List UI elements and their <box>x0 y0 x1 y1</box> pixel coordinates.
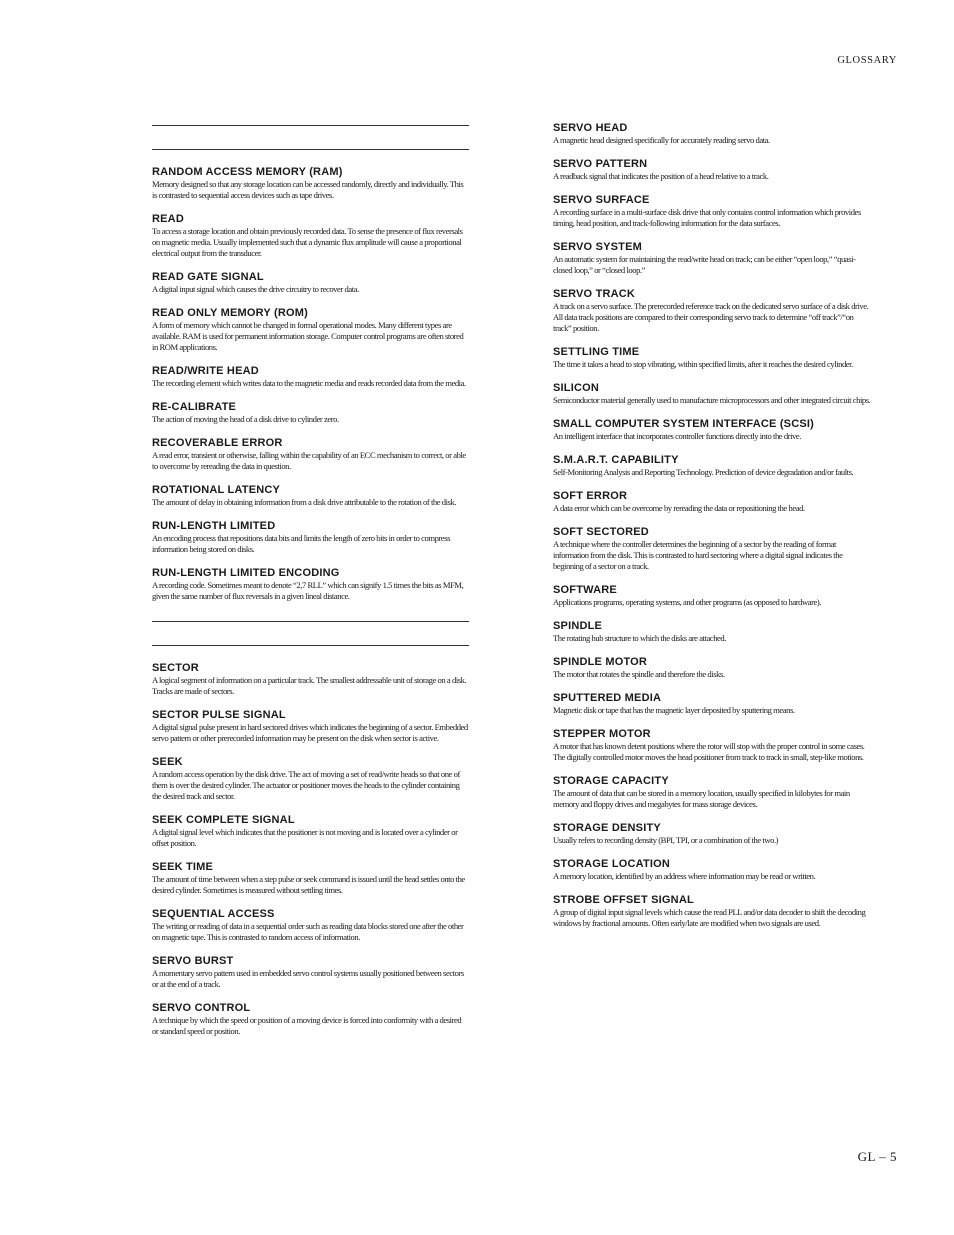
glossary-entry <box>152 166 469 201</box>
glossary-term: SERVO SYSTEM <box>553 241 642 253</box>
glossary-entry <box>152 709 469 744</box>
glossary-term: SMALL COMPUTER SYSTEM INTERFACE (SCSI) <box>553 418 815 430</box>
glossary-term: RE-CALIBRATE <box>152 401 237 413</box>
section-rule-bottom <box>152 149 469 150</box>
glossary-term: SERVO BURST <box>152 955 234 967</box>
section-rule-top <box>152 621 469 645</box>
glossary-group-r <box>152 166 469 602</box>
glossary-term: STORAGE LOCATION <box>553 858 671 870</box>
glossary-definition: A motor that has known detent positions where the rotor will stop with the proper control in some cases. The digitally controlled motor moves the head positioner from track to track in small, step-like motions. <box>553 741 865 762</box>
glossary-definition: An intelligent interface that incorporates controller functions directly into the drive. <box>553 431 801 441</box>
glossary-entry <box>152 861 469 896</box>
glossary-term: STORAGE DENSITY <box>553 822 661 834</box>
glossary-definition: A magnetic head designed specifically for accurately reading servo data. <box>553 135 770 145</box>
glossary-term: STORAGE CAPACITY <box>553 775 669 787</box>
glossary-term: RANDOM ACCESS MEMORY (RAM) <box>152 166 343 178</box>
glossary-term: SPUTTERED MEDIA <box>553 692 662 704</box>
glossary-term: SILICON <box>553 382 600 394</box>
glossary-entry <box>553 346 873 370</box>
glossary-definition: The amount of time between when a step pulse or seek command is issued until the head settles onto the desired cylinder. Sometimes is measured without settling times. <box>152 874 465 895</box>
glossary-entry <box>152 365 469 389</box>
glossary-term: ROTATIONAL LATENCY <box>152 484 281 496</box>
glossary-term: RUN-LENGTH LIMITED <box>152 520 276 532</box>
glossary-definition: A memory location, identified by an address where information may be read or written. <box>553 871 816 881</box>
glossary-term: SECTOR <box>152 662 199 674</box>
glossary-definition: A momentary servo pattern used in embedded servo control systems usually positioned between sectors or at the end of a track. <box>152 968 464 989</box>
glossary-term: SERVO HEAD <box>553 122 628 134</box>
glossary-term: READ GATE SIGNAL <box>152 271 264 283</box>
glossary-entry <box>152 567 469 602</box>
glossary-entry <box>553 775 873 810</box>
glossary-definition: Semiconductor material generally used to manufacture microprocessors and other integrated circuit chips. <box>553 395 871 405</box>
glossary-term: S.M.A.R.T. CAPABILITY <box>553 454 679 466</box>
glossary-term: STROBE OFFSET SIGNAL <box>553 894 694 906</box>
glossary-group-s <box>152 662 469 1037</box>
glossary-definition: Applications programs, operating systems, and other programs (as opposed to hardware). <box>553 597 821 607</box>
glossary-term: SPINDLE MOTOR <box>553 656 648 668</box>
glossary-entry <box>553 526 873 572</box>
glossary-definition: Self-Monitoring Analysis and Reporting Technology. Prediction of device degradation and/or faults. <box>553 467 854 477</box>
glossary-definition: The action of moving the head of a disk drive to cylinder zero. <box>152 414 339 424</box>
glossary-entry <box>553 454 873 478</box>
glossary-entry <box>152 955 469 990</box>
glossary-definition: A data error which can be overcome by rereading the data or repositioning the head. <box>553 503 805 513</box>
left-column <box>152 125 469 1049</box>
glossary-term: SERVO SURFACE <box>553 194 650 206</box>
glossary-entry <box>152 908 469 943</box>
glossary-definition: An encoding process that repositions data bits and limits the length of zero bits in order to compress information being stored on disks. <box>152 533 451 554</box>
glossary-definition: A recording surface in a multi-surface disk drive that only contains control information which provides timing, head position, and track-following information for the data surfaces. <box>553 207 861 228</box>
glossary-group-s-continued <box>553 122 873 929</box>
glossary-entry <box>152 1002 469 1037</box>
glossary-definition: The amount of data that can be stored in a memory location, usually specified in kilobytes for main memory and floppy drives and megabytes for mass storage devices. <box>553 788 850 809</box>
section-rule-top <box>152 125 469 149</box>
glossary-definition: The rotating hub structure to which the disks are attached. <box>553 633 726 643</box>
glossary-term: READ <box>152 213 184 225</box>
glossary-entry <box>553 692 873 716</box>
glossary-definition: Memory designed so that any storage location can be accessed randomly, directly and individually. This is contrasted to sequential access devices such as tape drives. <box>152 179 464 200</box>
glossary-entry <box>152 662 469 697</box>
glossary-entry <box>553 418 873 442</box>
glossary-entry <box>553 158 873 182</box>
glossary-entry <box>553 822 873 846</box>
glossary-entry <box>152 756 469 802</box>
glossary-definition: A digital signal pulse present in hard sectored drives which indicates the beginning of a sector. Embedded servo pattern or other prerecorded information may be present on the disk when sector is active. <box>152 722 468 743</box>
glossary-definition: To access a storage location and obtain previously recorded data. To sense the presence of flux reversals on magnetic media. Usually implemented such that a dynamic flux amplitude will cause a proportional electrical output from the transducer. <box>152 226 463 258</box>
glossary-entry <box>152 271 469 295</box>
glossary-term: READ ONLY MEMORY (ROM) <box>152 307 308 319</box>
glossary-definition: Usually refers to recording density (BPI, TPI, or a combination of the two.) <box>553 835 779 845</box>
glossary-entry <box>152 520 469 555</box>
glossary-definition: A form of memory which cannot be changed in formal operational modes. Many different types are available. RAM is used for permanent information storage. Computer control programs are often stored in ROM applications. <box>152 320 464 352</box>
right-column <box>553 122 873 941</box>
glossary-term: SOFT SECTORED <box>553 526 649 538</box>
glossary-definition: A recording code. Sometimes meant to denote “2,7 RLL” which can signify 1.5 times the bits as MFM, given the same number of flux reversals in a given lineal distance. <box>152 580 464 601</box>
glossary-definition: A technique by which the speed or position of a moving device is forced into conformity with a desired or standard speed or position. <box>152 1015 462 1036</box>
glossary-definition: A digital signal level which indicates that the positioner is not moving and is located over a cylinder or offset position. <box>152 827 458 848</box>
section-rule-bottom <box>152 645 469 646</box>
glossary-entry <box>553 584 873 608</box>
page-number: GL – 5 <box>857 1149 897 1164</box>
glossary-entry <box>553 620 873 644</box>
glossary-definition: The recording element which writes data to the magnetic media and reads recorded data from the media. <box>152 378 466 388</box>
glossary-term: SERVO CONTROL <box>152 1002 251 1014</box>
glossary-definition: The motor that rotates the spindle and therefore the disks. <box>553 669 725 679</box>
glossary-entry <box>553 894 873 929</box>
glossary-entry <box>553 241 873 276</box>
glossary-term: SERVO PATTERN <box>553 158 648 170</box>
glossary-term: SERVO TRACK <box>553 288 636 300</box>
glossary-definition: A readback signal that indicates the position of a head relative to a track. <box>553 171 769 181</box>
glossary-definition: A read error, transient or otherwise, falling within the capability of an ECC mechanism to correct, or able to overcome by rereading the data in question. <box>152 450 466 471</box>
glossary-term: STEPPER MOTOR <box>553 728 651 740</box>
glossary-definition: A track on a servo surface. The prerecorded reference track on the dedicated servo surface of a disk drive. All data track positions are compared to their corresponding servo track to determine “off track”/“on track” position. <box>553 301 869 333</box>
glossary-definition: A random access operation by the disk drive. The act of moving a set of read/write heads so that one of them is over the desired cylinder. The actuator or positioner moves the heads to the cylinder containing the desired track and sector. <box>152 769 460 801</box>
glossary-entry <box>152 437 469 472</box>
glossary-entry <box>152 213 469 259</box>
glossary-entry <box>553 656 873 680</box>
glossary-term: READ/WRITE HEAD <box>152 365 259 377</box>
glossary-entry <box>152 401 469 425</box>
glossary-definition: A logical segment of information on a particular track. The smallest addressable unit of storage on a disk. Tracks are made of sectors. <box>152 675 467 696</box>
glossary-term: SETTLING TIME <box>553 346 640 358</box>
glossary-term: RUN-LENGTH LIMITED ENCODING <box>152 567 340 579</box>
glossary-term: SEEK COMPLETE SIGNAL <box>152 814 295 826</box>
glossary-definition: The writing or reading of data in a sequential order such as reading data blocks stored one after the other on magnetic tape. This is contrasted to random access of information. <box>152 921 464 942</box>
glossary-entry <box>553 728 873 763</box>
glossary-definition: Magnetic disk or tape that has the magnetic layer deposited by sputtering means. <box>553 705 795 715</box>
glossary-entry <box>553 490 873 514</box>
glossary-entry <box>553 382 873 406</box>
glossary-entry <box>152 484 469 508</box>
glossary-definition: The amount of delay in obtaining information from a disk drive attributable to the rotation of the disk. <box>152 497 457 507</box>
glossary-term: RECOVERABLE ERROR <box>152 437 283 449</box>
glossary-definition: An automatic system for maintaining the read/write head on track; can be either “open loop,” “quasi-closed loop,” or “closed loop.” <box>553 254 856 275</box>
glossary-term: SEEK <box>152 756 183 768</box>
glossary-entry <box>553 288 873 334</box>
glossary-definition: The time it takes a head to stop vibrating, within specified limits, after it reaches the desired cylinder. <box>553 359 853 369</box>
glossary-term: SECTOR PULSE SIGNAL <box>152 709 286 721</box>
glossary-entry <box>553 858 873 882</box>
glossary-entry <box>152 307 469 353</box>
glossary-definition: A group of digital input signal levels which cause the read PLL and/or data decoder to shift the decoding windows by fractional amounts. Often early/late are modified when two signals are used. <box>553 907 866 928</box>
glossary-definition: A digital input signal which causes the drive circuitry to recover data. <box>152 284 359 294</box>
glossary-entry <box>553 122 873 146</box>
glossary-term: SOFT ERROR <box>553 490 628 502</box>
glossary-definition: A technique where the controller determines the beginning of a sector by the reading of format information from the disk. This is contrasted to hard sectoring where a digital signal indicates the beginning of a sector on a track. <box>553 539 843 571</box>
glossary-entry <box>553 194 873 229</box>
glossary-term: SPINDLE <box>553 620 603 632</box>
glossary-term: SOFTWARE <box>553 584 617 596</box>
glossary-entry <box>152 814 469 849</box>
running-header: GLOSSARY <box>837 55 897 66</box>
glossary-term: SEEK TIME <box>152 861 214 873</box>
glossary-term: SEQUENTIAL ACCESS <box>152 908 275 920</box>
